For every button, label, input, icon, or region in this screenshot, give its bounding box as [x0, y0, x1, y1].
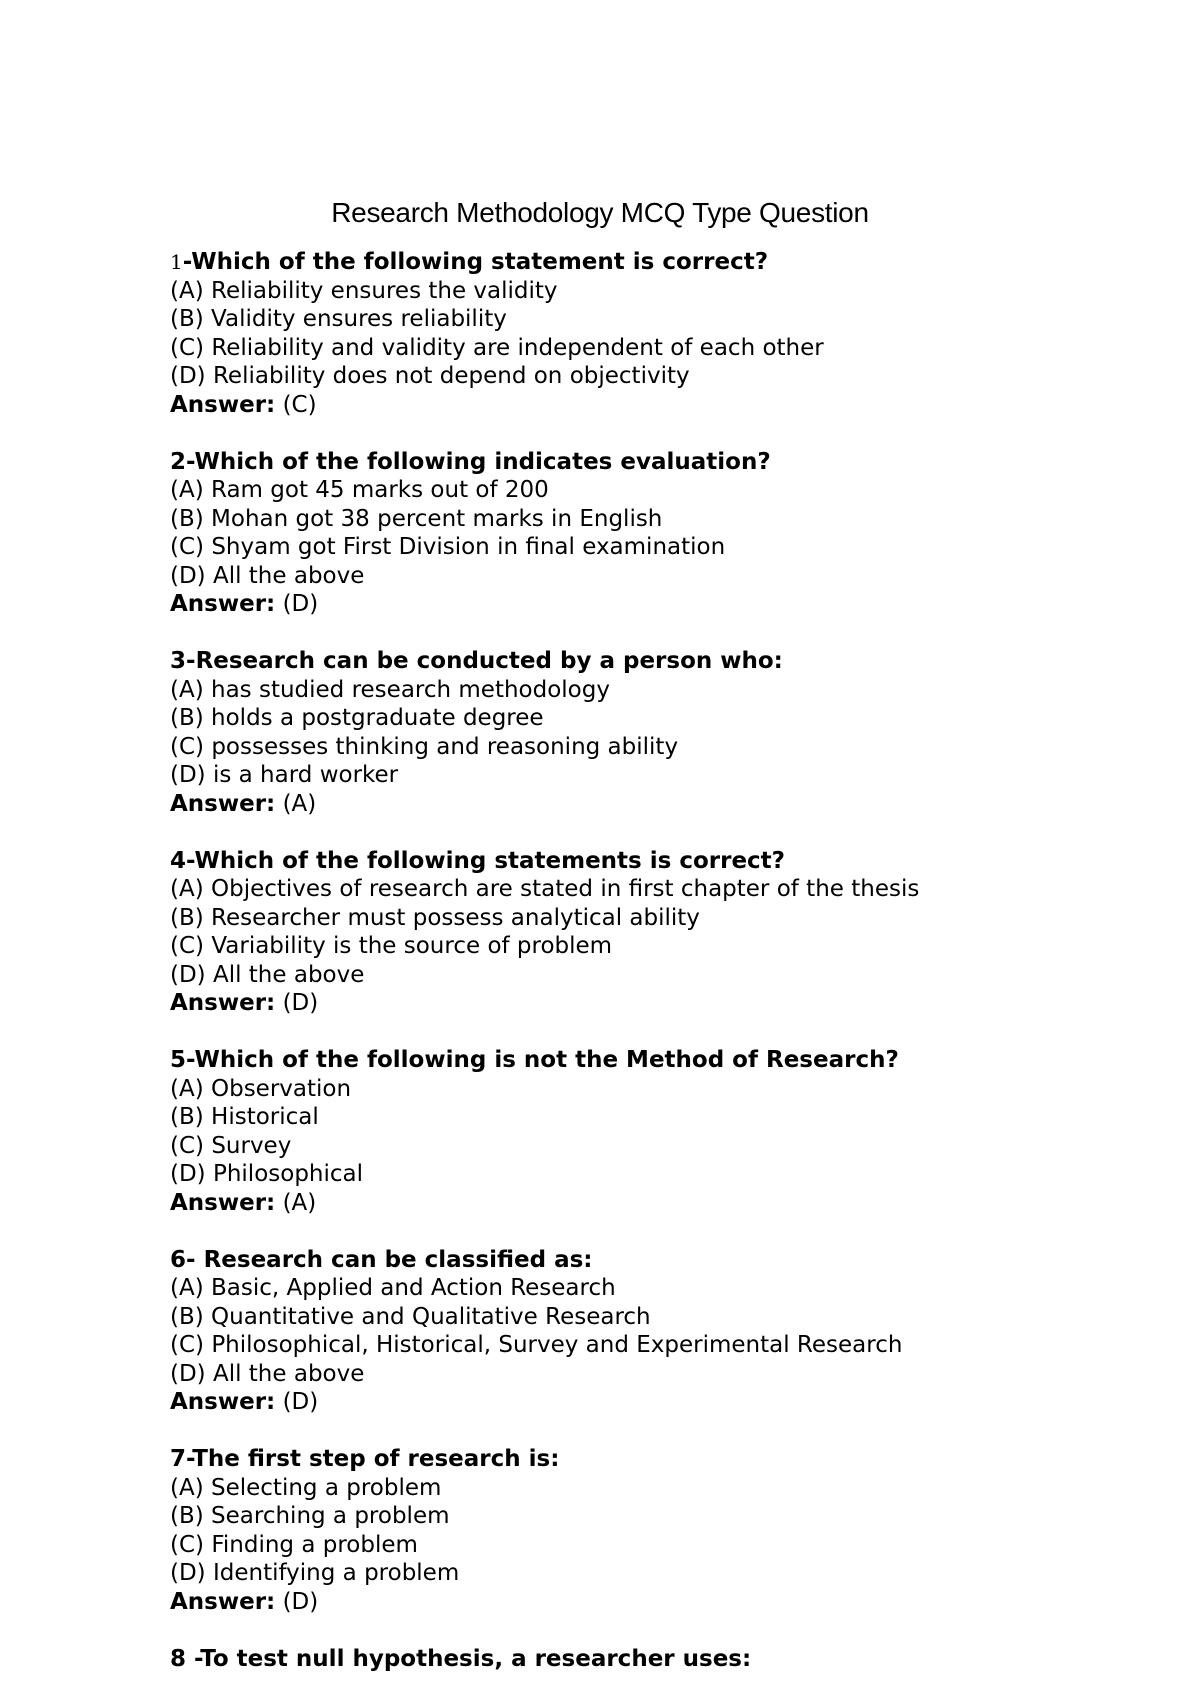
question-text: To test null hypothesis, a researcher uses:: [200, 1645, 752, 1672]
question-text: The first step of research is:: [192, 1446, 560, 1472]
answer-label: Answer:: [170, 391, 276, 418]
question-3: [170, 647, 1170, 818]
option-c: (C) possesses thinking and reasoning ability: [170, 733, 679, 760]
answer-line: [170, 1189, 1170, 1218]
question-separator: -: [182, 249, 192, 275]
option-d: (D) All the above: [170, 562, 365, 589]
question-separator: -: [186, 1246, 204, 1273]
option-d: (D) All the above: [170, 961, 365, 988]
question-number: 1: [170, 250, 183, 274]
option-a: (A) Reliability ensures the validity: [170, 277, 558, 304]
question-4-prompt: [170, 847, 1170, 876]
option-b: (B) Researcher must possess analytical ability: [170, 904, 700, 931]
question-separator: -: [186, 1446, 193, 1472]
option-a: (A) Objectives of research are stated in first chapter of the thesis: [170, 876, 920, 902]
option-b: (B) Searching a problem: [170, 1503, 450, 1529]
question-number: 7: [170, 1446, 187, 1472]
question-8-prompt: [170, 1645, 1170, 1674]
option-c: (C) Philosophical, Historical, Survey and Experimental Research: [170, 1332, 903, 1358]
option-b: (B) Validity ensures reliability: [170, 306, 507, 332]
question-separator: -: [186, 648, 196, 674]
question-4: [170, 847, 1170, 1018]
question-separator: -: [186, 847, 195, 874]
question-text: Research can be conducted by a person who:: [195, 648, 783, 674]
answer-label: Answer:: [170, 990, 276, 1016]
option-a: (A) Observation: [170, 1075, 352, 1102]
answer-value: (C): [275, 391, 317, 418]
answer-line: [170, 391, 1170, 420]
answer-label: Answer:: [170, 591, 276, 617]
answer-value: (D): [275, 591, 319, 617]
question-text: Research can be classified as:: [203, 1246, 593, 1273]
option-d: (D) Philosophical: [170, 1161, 364, 1187]
option-c: (C) Reliability and validity are independent of each other: [170, 334, 824, 361]
question-3-prompt: [170, 647, 1170, 676]
question-number: 8: [170, 1645, 187, 1672]
option-a: (A) Ram got 45 marks out of 200: [170, 477, 549, 503]
option-a: (A) has studied research methodology: [170, 676, 610, 703]
question-5-prompt: [170, 1046, 1170, 1075]
question-separator: -: [186, 1645, 201, 1672]
question-6-prompt: [170, 1246, 1170, 1275]
answer-label: Answer:: [170, 1588, 276, 1615]
answer-label: Answer:: [170, 1389, 276, 1415]
answer-value: (A): [275, 790, 317, 817]
question-separator: -: [186, 448, 195, 475]
answer-value: (D): [275, 1389, 319, 1415]
option-a: (A) Basic, Applied and Action Research: [170, 1275, 616, 1301]
question-number: 6: [170, 1246, 187, 1273]
question-6: [170, 1246, 1170, 1417]
answer-line: [170, 1388, 1170, 1417]
question-1-prompt: [170, 248, 1170, 277]
option-b: (B) Historical: [170, 1104, 319, 1130]
answer-line: [170, 790, 1170, 819]
answer-line: [170, 590, 1170, 619]
option-c: (C) Survey: [170, 1132, 292, 1159]
question-number: 5: [170, 1047, 187, 1073]
question-number: 2: [170, 448, 187, 475]
answer-label: Answer:: [170, 1189, 276, 1216]
question-1: [170, 248, 1170, 419]
answer-value: (D): [275, 990, 319, 1016]
question-2: [170, 448, 1170, 619]
option-b: (B) Quantitative and Qualitative Research: [170, 1303, 651, 1330]
option-c: (C) Shyam got First Division in final examination: [170, 534, 726, 560]
question-5: [170, 1046, 1170, 1217]
option-c: (C) Variability is the source of problem: [170, 933, 613, 959]
option-d: (D) All the above: [170, 1360, 365, 1387]
question-text: Which of the following statement is correct?: [191, 249, 769, 275]
option-d: (D) Reliability does not depend on objectivity: [170, 363, 690, 389]
question-number: 3: [170, 648, 187, 674]
answer-line: [170, 989, 1170, 1018]
answer-line: [170, 1588, 1170, 1617]
option-a: (A) Selecting a problem: [170, 1474, 442, 1501]
question-text: Which of the following indicates evaluation?: [194, 448, 771, 475]
option-b: (B) Mohan got 38 percent marks in English: [170, 505, 663, 532]
question-number: 4: [170, 847, 187, 874]
page-title: Research Methodology MCQ Type Question: [331, 197, 869, 228]
question-text: Which of the following statements is correct?: [194, 847, 786, 874]
question-separator: -: [186, 1047, 195, 1073]
option-b: (B) holds a postgraduate degree: [170, 705, 544, 731]
answer-label: Answer:: [170, 790, 276, 817]
question-7: [170, 1445, 1170, 1616]
question-8: [170, 1645, 1170, 1674]
answer-value: (D): [275, 1588, 319, 1615]
answer-value: (A): [275, 1189, 317, 1216]
option-d: (D) Identifying a problem: [170, 1560, 460, 1586]
option-c: (C) Finding a problem: [170, 1531, 418, 1558]
question-text: Which of the following is not the Method of Research?: [194, 1047, 899, 1073]
question-2-prompt: [170, 448, 1170, 477]
option-d: (D) is a hard worker: [170, 762, 399, 788]
question-list: [170, 248, 1170, 1702]
question-7-prompt: [170, 1445, 1170, 1474]
